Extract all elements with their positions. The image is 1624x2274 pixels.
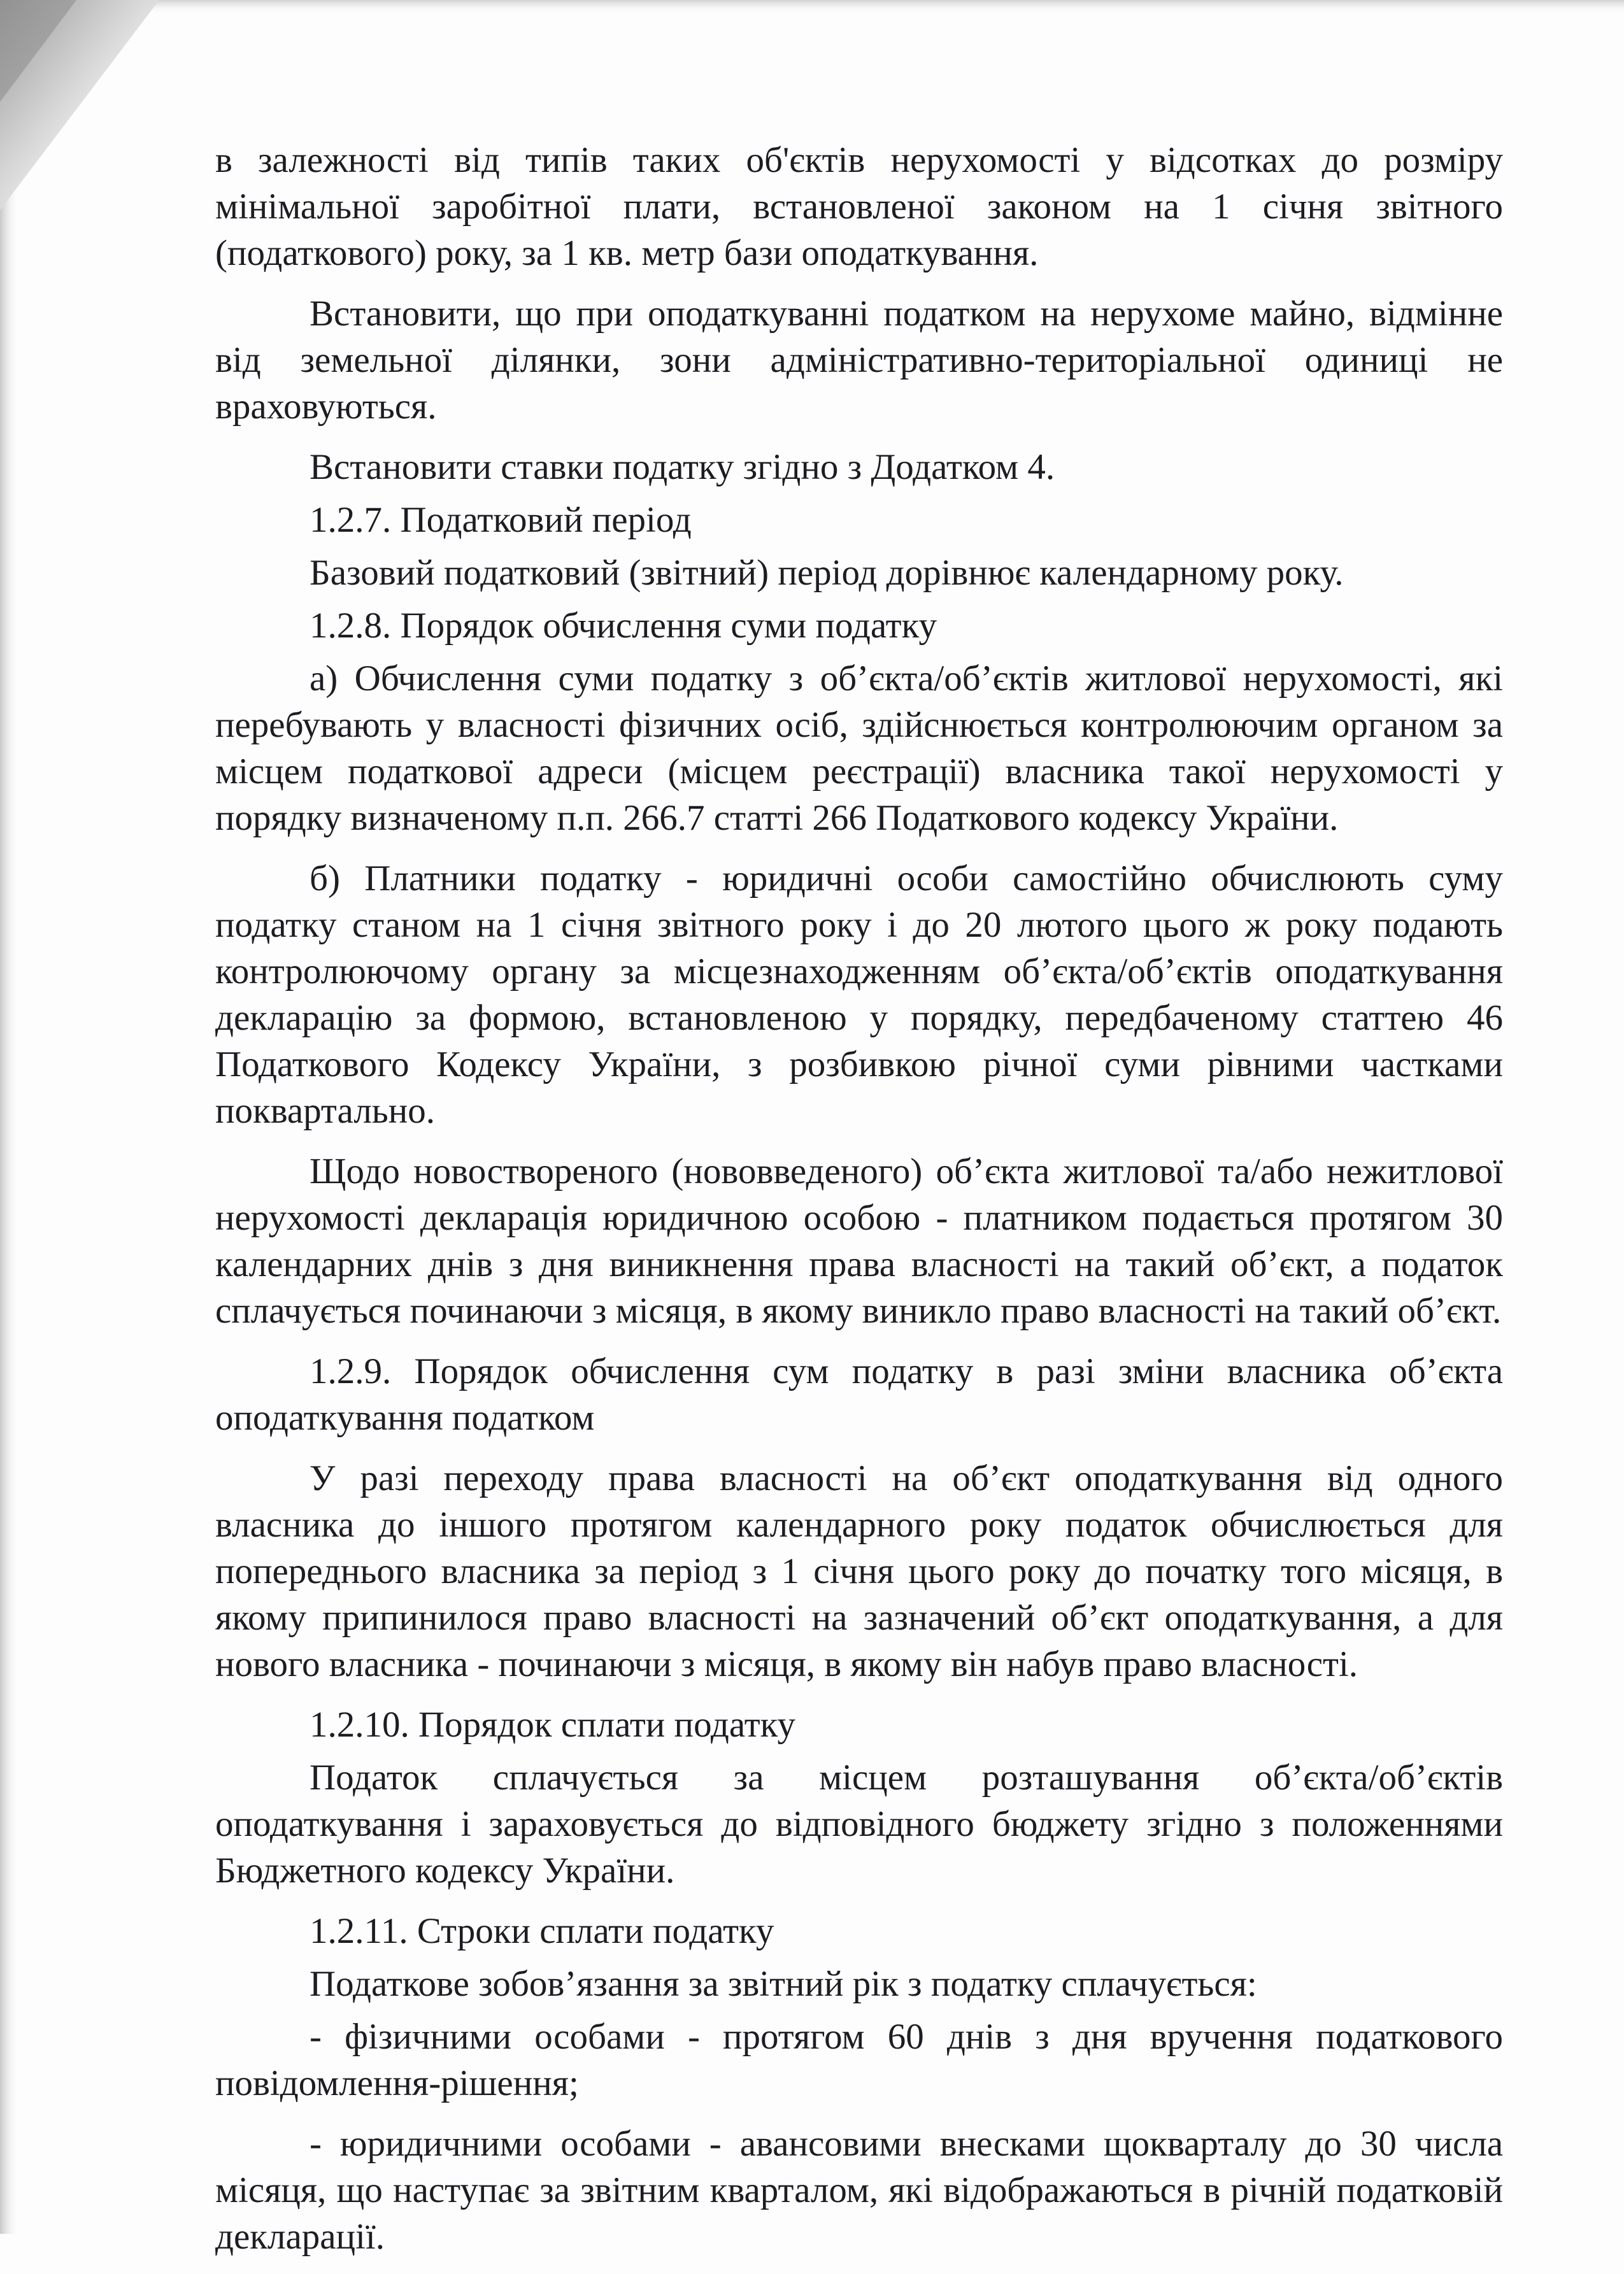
paragraph: а) Обчислення суми податку з об’єкта/об’єктів житлової нерухомості, які перебувають у власності фізичних осіб, здійснюється контролюючим органом за місцем податкової адреси (місцем реєстрації) власника такої нерухомості у порядку визначеному п.п. 266.7 статті 266 Податкового кодексу України. <box>215 658 1503 838</box>
paragraph: в залежності від типів таких об'єктів нерухомості у відсотках до розміру мінімальної заробітної плати, встановленої законом на 1 січня звітного (податкового) року, за 1 кв. метр бази оподаткування. <box>215 140 1503 273</box>
list-item: - юридичними особами - авансовими внесками щокварталу до 30 числа місяця, що наступає за звітним кварталом, які відображаються в річній податковій декларації. <box>215 2124 1503 2257</box>
section-heading: 1.2.9. Порядок обчислення сум податку в разі зміни власника об’єкта оподаткування податком <box>215 1351 1503 1438</box>
paragraph: Базовий податковий (звітний) період дорівнює календарному року. <box>310 553 1344 593</box>
document-page <box>215 137 1503 2274</box>
paragraph: б) Платники податку - юридичні особи самостійно обчислюють суму податку станом на 1 січня звітного року і до 20 лютого цього ж року подають контролюючому органу за місцезнаходженням об’єкта/об’єктів оподаткування декларацію за формою, встановленою у порядку, передбаченому статтею 46 Податкового Кодексу України, з розбивкою річної суми рівними частками поквартально. <box>215 858 1503 1131</box>
paragraph: Щодо новоствореного (нововведеного) об’єкта житлової та/або нежитлової нерухомості декларація юридичною особою - платником подається протягом 30 календарних днів з дня виникнення права власності на такий об’єкт, а податок сплачується починаючи з місяця, в якому виникло право власності на такий об’єкт. <box>215 1151 1503 1331</box>
section-heading: 1.2.7. Податковий період <box>310 500 692 540</box>
section-heading: 1.2.8. Порядок обчислення суми податку <box>310 606 937 646</box>
paragraph: Встановити ставки податку згідно з Додатком 4. <box>310 447 1055 487</box>
list-item: - фізичними особами - протягом 60 днів з дня вручення податкового повідомлення-рішення; <box>215 2017 1503 2103</box>
paragraph: Податкове зобов’язання за звітний рік з податку сплачується: <box>310 1964 1257 2004</box>
paragraph: Податок сплачується за місцем розташування об’єкта/об’єктів оподаткування і зараховується до відповідного бюджету згідно з положеннями Бюджетного кодексу України. <box>215 1758 1503 1891</box>
paragraph: У разі переходу права власності на об’єкт оподаткування від одного власника до іншого протягом календарного року податок обчислюється для попереднього власника за період з 1 січня цього року до початку того місяця, в якому припинилося право власності на зазначений об’єкт оподаткування, а для нового власника - починаючи з місяця, в якому він набув право власності. <box>215 1458 1503 1684</box>
paragraph: Встановити, що при оподаткуванні податком на нерухоме майно, відмінне від земельної ділянки, зони адміністративно-територіальної одиниці не враховуються. <box>215 294 1503 427</box>
section-heading: 1.2.10. Порядок сплати податку <box>310 1705 796 1745</box>
section-heading: 1.2.11. Строки сплати податку <box>310 1911 774 1951</box>
